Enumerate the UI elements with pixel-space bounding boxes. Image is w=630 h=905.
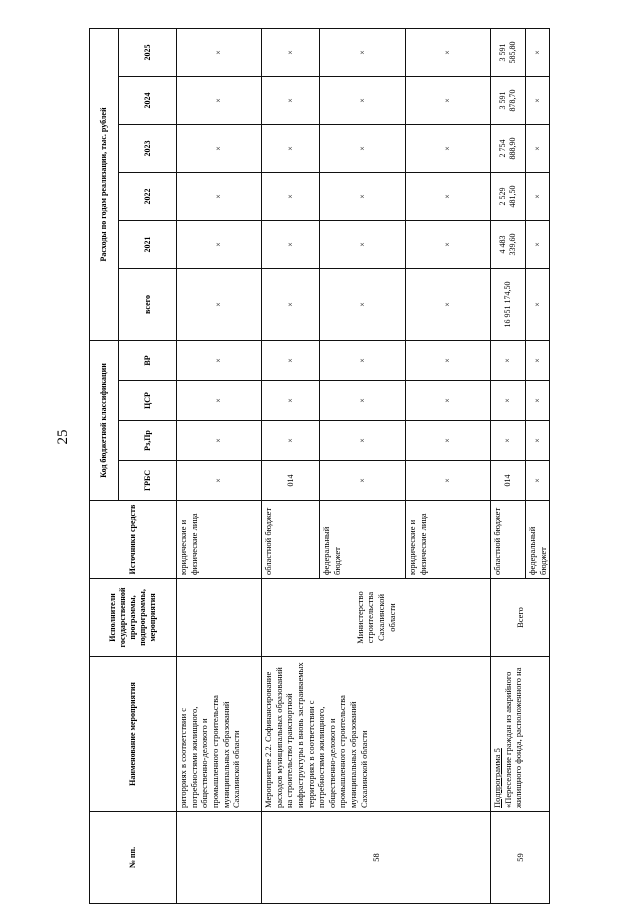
rzpr-cell: ×	[177, 421, 262, 461]
y2022-cell: ×	[177, 172, 262, 220]
grbs-cell: 014	[491, 461, 526, 501]
csr-cell: ×	[491, 381, 526, 421]
y2023-cell: ×	[406, 124, 491, 172]
header-grbs: ГРБС	[119, 461, 177, 501]
header-csr: ЦСР	[119, 381, 177, 421]
row-number	[177, 812, 262, 904]
page-number: 25	[55, 429, 71, 445]
header-source: Источники средств	[90, 501, 177, 579]
y2021-cell: ×	[262, 220, 320, 268]
y2022-cell: ×	[406, 172, 491, 220]
y2024-cell: 3 591 878,70	[491, 76, 526, 124]
row-number: 59	[491, 812, 550, 904]
table-row	[491, 28, 526, 903]
y2023-cell: ×	[320, 124, 406, 172]
vr-cell: ×	[320, 340, 406, 380]
y2022-cell: 2 529 481,50	[491, 172, 526, 220]
vr-cell: ×	[526, 340, 550, 380]
funding-source: юридические и физические лица	[177, 501, 262, 579]
csr-cell: ×	[320, 381, 406, 421]
grbs-cell: ×	[406, 461, 491, 501]
grbs-cell: ×	[526, 461, 550, 501]
y2023-cell: ×	[177, 124, 262, 172]
row-number: 58	[262, 812, 491, 904]
y2025-cell: 3 591 585,80	[491, 28, 526, 76]
y2021-cell: 4 483 339,60	[491, 220, 526, 268]
subprogram-label: Подпрограмма 5	[492, 748, 502, 808]
y2024-cell: ×	[177, 76, 262, 124]
vr-cell: ×	[406, 340, 491, 380]
csr-cell: ×	[406, 381, 491, 421]
y2024-cell: ×	[526, 76, 550, 124]
y2021-cell: ×	[406, 220, 491, 268]
csr-cell: ×	[526, 381, 550, 421]
y2025-cell: ×	[262, 28, 320, 76]
executor: Министерство строительства Сахалинской области	[262, 579, 491, 657]
header-vr: ВР	[119, 340, 177, 380]
csr-cell: ×	[177, 381, 262, 421]
vr-cell: ×	[262, 340, 320, 380]
funding-source: областной бюджет	[491, 501, 526, 579]
y2022-cell: ×	[526, 172, 550, 220]
total-cell: ×	[320, 268, 406, 340]
y2021-cell: ×	[320, 220, 406, 268]
total-cell: ×	[406, 268, 491, 340]
executor: Всего	[491, 579, 550, 657]
funding-source: областной бюджет	[262, 501, 320, 579]
y2024-cell: ×	[320, 76, 406, 124]
y2021-cell: ×	[177, 220, 262, 268]
y2025-cell: ×	[406, 28, 491, 76]
rzpr-cell: ×	[526, 421, 550, 461]
budget-table	[89, 28, 550, 904]
rzpr-cell: ×	[406, 421, 491, 461]
funding-source: федеральный бюджет	[526, 501, 550, 579]
y2022-cell: ×	[320, 172, 406, 220]
grbs-cell: ×	[320, 461, 406, 501]
y2025-cell: ×	[177, 28, 262, 76]
table-row	[177, 28, 262, 903]
csr-cell: ×	[262, 381, 320, 421]
header-2022: 2022	[119, 172, 177, 220]
header-executor: Исполнители государственной программы, подпрограммы, мероприятия	[90, 579, 177, 657]
y2024-cell: ×	[406, 76, 491, 124]
header-total: всего	[119, 268, 177, 340]
y2025-cell: ×	[526, 28, 550, 76]
header-rzpr: Рз,Пр	[119, 421, 177, 461]
header-2021: 2021	[119, 220, 177, 268]
table-row	[262, 28, 320, 903]
measure-name: риторриях в соответствии с потребностями жилищного, общественно-делового и промышленного строительства муниципальных образований Сахалинской области	[177, 657, 262, 812]
total-cell: 16 951 174,50	[491, 268, 526, 340]
header-no: № пп.	[90, 812, 177, 904]
y2025-cell: ×	[320, 28, 406, 76]
total-cell: ×	[177, 268, 262, 340]
measure-name	[491, 657, 550, 812]
rzpr-cell: ×	[320, 421, 406, 461]
budget-table-rotated	[89, 29, 549, 904]
rzpr-cell: ×	[491, 421, 526, 461]
header-2023: 2023	[119, 124, 177, 172]
y2024-cell: ×	[262, 76, 320, 124]
executor	[177, 579, 262, 657]
measure-name: Мероприятие 2.2. Софинансирование расходов муниципальных образований на строительство транспортной инфраструктуры в вновь застраиваемых территориях в соответствии с потребностями жилищного, общественно-делового и промышленного строительства муниципальных образований Сахалинской области	[262, 657, 491, 812]
total-cell: ×	[262, 268, 320, 340]
header-budget-code: Код бюджетной классификации	[90, 340, 119, 500]
header-2025: 2025	[119, 28, 177, 76]
vr-cell: ×	[177, 340, 262, 380]
grbs-cell: ×	[177, 461, 262, 501]
y2021-cell: ×	[526, 220, 550, 268]
header-2024: 2024	[119, 76, 177, 124]
funding-source: федеральный бюджет	[320, 501, 406, 579]
header-name: Наименование мероприятия	[90, 657, 177, 812]
y2023-cell: ×	[262, 124, 320, 172]
y2023-cell: ×	[526, 124, 550, 172]
subprogram-title: «Переселение граждан из аварийного жилищного фонда, расположенного на	[502, 667, 524, 808]
y2023-cell: 2 754 888,90	[491, 124, 526, 172]
funding-source: юридические и физические лица	[406, 501, 491, 579]
total-cell: ×	[526, 268, 550, 340]
y2022-cell: ×	[262, 172, 320, 220]
grbs-cell: 014	[262, 461, 320, 501]
header-expenses: Расходы по годам реализации, тыс. рублей	[90, 28, 119, 340]
vr-cell: ×	[491, 340, 526, 380]
rzpr-cell: ×	[262, 421, 320, 461]
